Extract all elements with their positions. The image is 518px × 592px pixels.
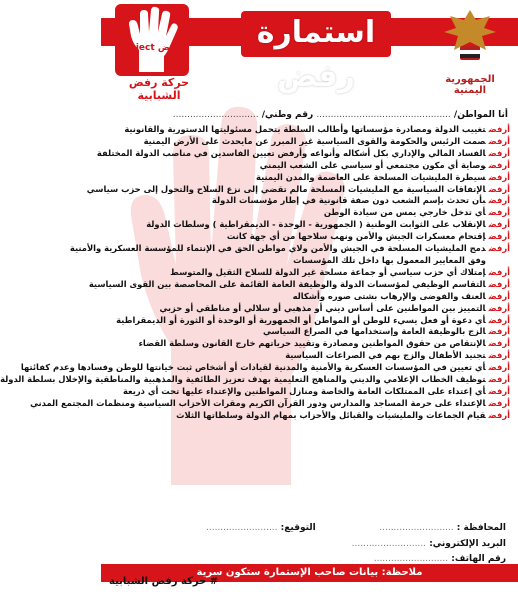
email-label: البريد الإلكتروني:	[429, 539, 506, 549]
logo-text: رفض Reject	[122, 43, 182, 53]
header	[101, 0, 518, 102]
rejection-item-20: أرفضأي تعيين في المؤسسات العسكرية والأمنية والمدنية لقيادات أو أشخاص ثبت خيانتها للوطن وفسادها وعدم كفائتها	[20, 362, 510, 373]
rejection-item-3: أرفضالفساد المالي والإداري بكل أشكاله وأنواعه وأرفض تعيين الفاسدين في مناصب الدولة المختلفة	[96, 147, 510, 158]
national-id-label: رقم وطني/	[261, 110, 314, 120]
rejection-item-9: أرفضالإنقلاب على الثوابت الوطنية ( الجمهورية - الوحدة - الديمقراطية ) وسلطات الدولة	[146, 219, 510, 230]
rejection-item-10: أرفضإقتحام معسكرات الجيش والأمن ونهب سلاحها من أي جهة كانت	[226, 231, 510, 242]
rejection-item-1: أرفضتغييب الدولة ومصادرة مؤسساتها وأطالب السلطة بتحمل مسئوليتها الدستورية والقانونية	[124, 124, 510, 134]
rejection-item-18: أرفضالإنتقاص من حقوق المواطنين ومصادرة وتقييد حرياتهم خارج القانون وسلطة القضاء	[138, 338, 510, 349]
rejection-item-16: أرفضأي دعوة أو فعل يسيء للوطن أو المواطن أو الجمهورية أو الوحدة أو الثورة أو الديمقراطية	[116, 314, 510, 325]
yemen-emblem	[434, 6, 506, 96]
rejection-item-24: أرفضقيام الجماعات والمليشيات والقبائل والأحزاب بمهام الدولة وسلطاتها الثلاث	[176, 409, 510, 420]
governorate-field[interactable]: المحافظة : ..........................	[379, 523, 506, 533]
rejection-item-2: أرفضصمت الرئيس والحكومة والقوى السياسية غير المبرر عن مايحدث على الأرض اليمنية	[143, 135, 510, 146]
rejection-item-14: أرفضالعنف والفوضى والإرهاب بشتى صوره وأشكاله	[292, 290, 510, 301]
rejection-item-5: أرفضسيطرة المليشيات المسلحة على العاصمة والمدن اليمنية	[256, 171, 510, 182]
emblem-caption: الجمهورية اليمنية	[445, 74, 495, 96]
rejection-item-19: أرفضتجنيد الأطفال والزج بهم في الصراعات السياسية	[285, 350, 510, 361]
rejection-item-7: أرفضبأن تحدث بإسم الشعب دون صفة قانونية في إطار مؤسسات الدولة	[211, 195, 510, 206]
rejection-item-13: أرفضالتقاسم الوظيفي لمؤسسات الدولة والوظيفة العامة القائمة على المحاصصة بين القوى السياسية	[88, 278, 510, 289]
rejection-item-17: أرفضالزج بالوظيفة العامة وإستخدامها في الصراع السياسي	[263, 326, 510, 337]
rejection-item-11: أرفضدمج المليشيات المسلحة في الجيش والأمن ولاي مواطن الحق في الإنتماء للمؤسسة العسكرية والأمنية	[69, 243, 510, 254]
form-title: استمارة رفض	[241, 11, 391, 57]
rejection-item-23: أرفضالإعتداء على حرمة المساجد والمدارس ودور القرآن الكريم ومقرات الأحزاب السياسية ومنظمات المجتمع المدني	[30, 397, 510, 408]
signature-label: التوقيع:	[280, 523, 316, 533]
footer-hashtag: # حركة رفض الشبابية	[109, 576, 219, 587]
movement-logo	[109, 2, 195, 102]
rejection-item-12: أرفضإمتلاك أي حزب سياسي أو جماعة مسلحة غير الدولة للسلاح الثقيل والمتوسط	[170, 266, 510, 277]
rejection-item-15: أرفضالتمييز بين المواطنين على أساس ديني أو مذهبي أو سلالي أو مناطقي أو حزبي	[159, 302, 510, 313]
phone-field[interactable]: رقم الهاتف: ..........................	[373, 554, 506, 564]
movement-name: حركة رفض الشبابية	[128, 76, 190, 102]
rejection-item-4: أرفضوصاية أي مكون مجتمعي أو سياسي على الشعب اليمني	[259, 159, 510, 170]
phone-label: رقم الهاتف:	[451, 554, 506, 564]
confidentiality-note: ملاحظة: بيانات صاحب الإستمارة ستكون سرية	[101, 564, 518, 582]
signature-field[interactable]: التوقيع: .........................	[206, 523, 316, 533]
rejection-item-8: أرفضأي تدخل خارجي يمس من سيادة الوطن	[323, 207, 510, 218]
governorate-label: المحافظة :	[456, 523, 506, 533]
email-field[interactable]: البريد الإلكتروني: ..........................	[351, 539, 506, 549]
rejection-item-11-continued: وفق المعايير المعمول بها داخل تلك المؤسسات	[293, 254, 486, 265]
rejection-list	[0, 124, 510, 422]
citizen-line: أنا المواطن/ ............................................... رقم وطني/ ..............................	[172, 110, 508, 120]
citizen-label: أنا المواطن/	[453, 110, 508, 120]
rejection-item-21: أرفضتوظيف الخطاب الإعلامي والديني والمناهج التعليمية بهدف تعزيز الطائفية والمذهبية والمناطقية والإخلال بسلطة الدولة	[0, 374, 510, 385]
rejection-item-6: أرفضالإتفاقات السياسية مع المليشيات المسلحة مالم تقضي إلى نزع السلاح والتحول إلى حزب سياسي	[86, 183, 510, 194]
eagle-emblem-icon	[440, 6, 500, 70]
raised-hand-icon	[109, 2, 195, 78]
rejection-item-22: أرفضأي إعتداء على الممتلكات العامة والخاصة ومنازل المواطنين والإعتداء عليها تحت أي ذريعة	[122, 385, 510, 396]
